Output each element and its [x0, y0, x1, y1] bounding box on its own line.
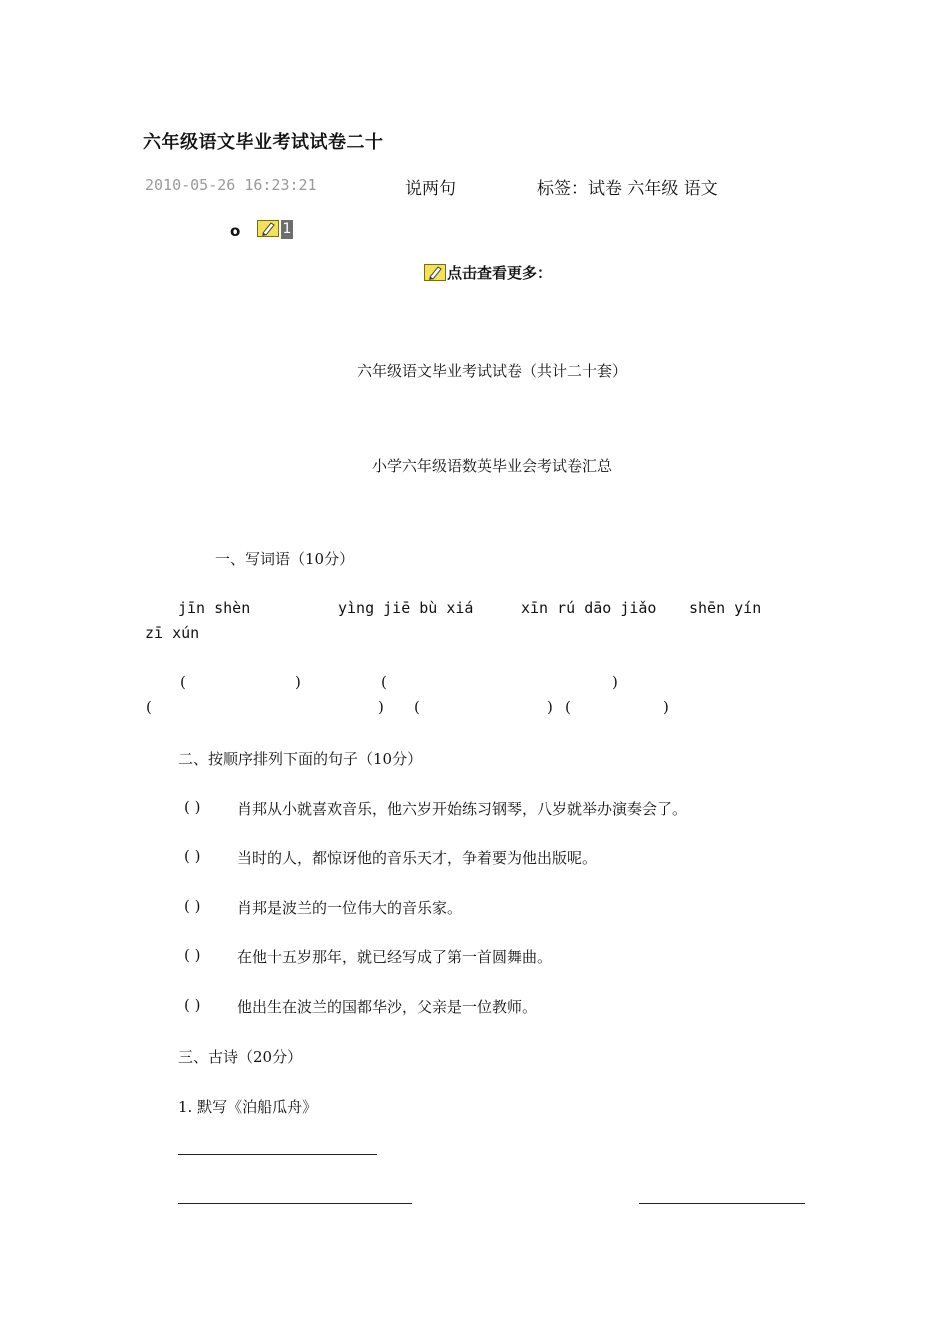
answer-close-2: )	[612, 673, 618, 691]
pencil-note-icon[interactable]	[257, 220, 279, 237]
order-bracket-2: ( )	[184, 847, 201, 865]
pinyin-2: yìng jiē bù xiá	[338, 599, 474, 617]
order-sentence-5: 他出生在波兰的国都华沙，父亲是一位教师。	[237, 998, 538, 1016]
answer-open-4: (	[414, 698, 420, 716]
answer-close-5: )	[663, 698, 669, 716]
order-sentence-1: 肖邦从小就喜欢音乐，他六岁开始练习钢琴，八岁就举办演奏会了。	[237, 800, 688, 818]
answer-line-3	[639, 1203, 805, 1204]
answer-open-5: (	[565, 698, 571, 716]
pencil-note-icon	[424, 264, 446, 281]
tags-label[interactable]: 标签：试卷 六年级 语文	[537, 179, 718, 199]
page-title: 六年级语文毕业考试试卷二十	[143, 132, 384, 153]
section3-heading: 三、古诗（20分）	[178, 1048, 303, 1066]
order-bracket-1: ( )	[184, 798, 201, 816]
answer-close-1: )	[295, 673, 301, 691]
answer-open-3: (	[146, 698, 152, 716]
order-bracket-4: ( )	[184, 946, 201, 964]
order-sentence-2: 当时的人，都惊讶他的音乐天才，争着要为他出版呢。	[237, 849, 598, 867]
order-sentence-4: 在他十五岁那年，就已经写成了第一首圆舞曲。	[237, 948, 553, 966]
poem-question-1: 1. 默写《泊船瓜舟》	[178, 1098, 318, 1116]
answer-line-1	[178, 1154, 377, 1155]
list-bullet: o	[230, 222, 241, 240]
more-label: 点击查看更多：	[447, 264, 553, 282]
section1-heading: 一、写词语（10分）	[215, 550, 355, 568]
pinyin-3: xīn rú dāo jiǎo	[521, 599, 657, 617]
pinyin-4: shēn yín	[689, 599, 762, 617]
pinyin-5: zī xún	[145, 624, 200, 642]
answer-line-2	[178, 1203, 412, 1204]
order-sentence-3: 肖邦是波兰的一位伟大的音乐家。	[237, 899, 463, 917]
related-link-2[interactable]: 小学六年级语数英毕业会考试卷汇总	[371, 457, 612, 475]
section2-heading: 二、按顺序排列下面的句子（10分）	[178, 750, 423, 768]
related-link-1[interactable]: 六年级语文毕业考试试卷（共计二十套）	[356, 362, 627, 380]
order-bracket-3: ( )	[184, 897, 201, 915]
more-link[interactable]	[424, 262, 552, 283]
answer-open-2: (	[381, 673, 387, 691]
answer-close-4: )	[547, 698, 553, 716]
order-bracket-5: ( )	[184, 996, 201, 1014]
comment-link[interactable]: 说两句	[405, 179, 456, 199]
icon-count-badge: 1	[282, 221, 292, 237]
post-date: 2010-05-26 16:23:21	[145, 176, 317, 194]
answer-open-1: (	[180, 673, 186, 691]
pinyin-1: jīn shèn	[178, 599, 251, 617]
answer-close-3: )	[378, 698, 384, 716]
